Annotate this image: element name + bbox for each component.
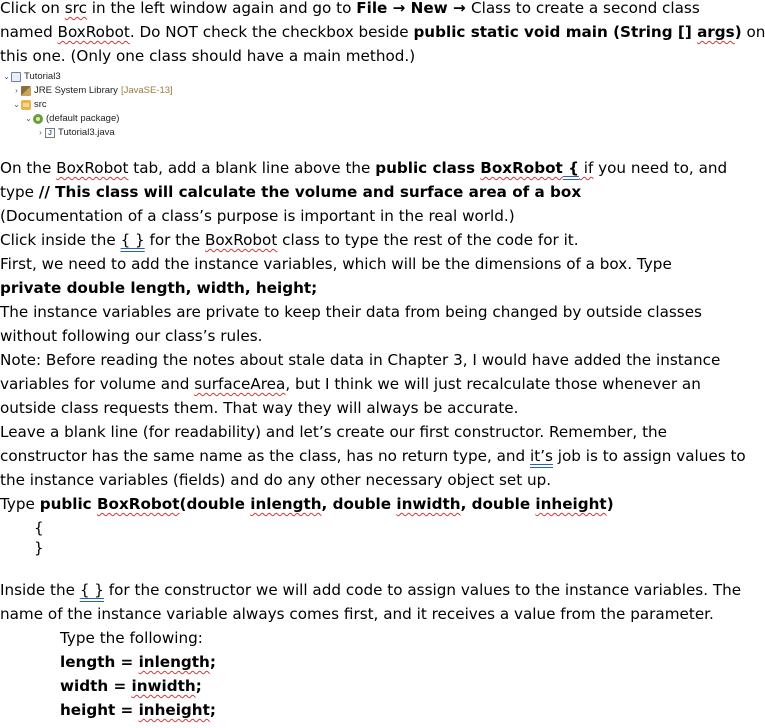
expanded-arrow-icon: ⌄ — [13, 100, 20, 109]
para-1-line-3: this one. (Only one class should have a main method.) — [0, 47, 416, 65]
para-3-line-1: Inside the { } for the constructor we will add code to assign values to the instance variables. The — [0, 581, 742, 599]
library-icon — [21, 86, 31, 96]
code-assign-height: height = inheight; — [60, 701, 216, 719]
para-2-line-2: type // This class will calculate the volume and surface area of a box — [0, 183, 582, 201]
tree-item-project: ⌄ Tutorial3 — [3, 71, 61, 82]
para-2-line-11: outside class requests them. That way they will always be accurate. — [0, 399, 519, 417]
expanded-arrow-icon: ⌄ — [25, 114, 32, 123]
tree-item-file: › J Tutorial3.java — [36, 126, 115, 140]
para-2-line-8: without following our class’s rules. — [0, 327, 263, 345]
code-brace-close: } — [34, 539, 44, 557]
para-2-line-9: Note: Before reading the notes about stale data in Chapter 3, I would have added the instance — [0, 351, 721, 369]
collapsed-arrow-icon: › — [15, 86, 18, 95]
para-2-line-5: First, we need to add the instance variables, which will be the dimensions of a box. Type — [0, 255, 672, 273]
package-explorer-screenshot — [2, 70, 202, 142]
para-2-line-7: The instance variables are private to keep their data from being changed by outside classes — [0, 303, 702, 321]
package-icon — [33, 114, 43, 124]
source-folder-icon — [21, 100, 31, 110]
para-2-line-6: private double length, width, height; — [0, 279, 318, 297]
para-1-line-1: Click on src in the left window again and go to File → New → Class to create a second class — [0, 0, 700, 17]
collapsed-arrow-icon: › — [39, 128, 42, 137]
para-2-line-10: variables for volume and surfaceArea, but I think we will just recalculate those whenever an — [0, 375, 701, 393]
tree-item-src: ⌄ src — [13, 99, 47, 110]
para-1-line-2: named BoxRobot. Do NOT check the checkbox beside public static void main (String [] args) on — [0, 23, 765, 41]
para-2-line-12: Leave a blank line (for readability) and let’s create our first constructor. Remember, the — [0, 423, 668, 441]
expanded-arrow-icon: ⌄ — [3, 72, 10, 81]
para-2-line-13: constructor has the same name as the class, has no return type, and it’s job is to assign values to — [0, 447, 746, 465]
tree-item-package: ⌄ (default package) — [25, 113, 120, 124]
para-2-line-4: Click inside the { } for the BoxRobot class to type the rest of the code for it. — [0, 231, 579, 249]
project-icon — [11, 72, 21, 82]
tree-item-jre: › JRE System Library [JavaSE-13] — [12, 84, 173, 98]
para-2-line-1: On the BoxRobot tab, add a blank line above the public class BoxRobot { if you need to, and — [0, 159, 728, 177]
para-2-line-14: the instance variables (fields) and do any other necessary object set up. — [0, 471, 552, 489]
para-2-line-15: Type public BoxRobot(double inlength, double inwidth, double inheight) — [0, 495, 614, 513]
java-file-icon — [45, 128, 55, 138]
code-assign-length: length = inlength; — [60, 653, 216, 671]
para-3-line-2: name of the instance variable always comes first, and it receives a value from the parameter. — [0, 605, 714, 623]
code-assign-width: width = inwidth; — [60, 677, 202, 695]
para-3-line-3: Type the following: — [60, 629, 203, 647]
para-2-line-3: (Documentation of a class’s purpose is important in the real world.) — [0, 207, 515, 225]
code-brace-open: { — [34, 519, 44, 537]
